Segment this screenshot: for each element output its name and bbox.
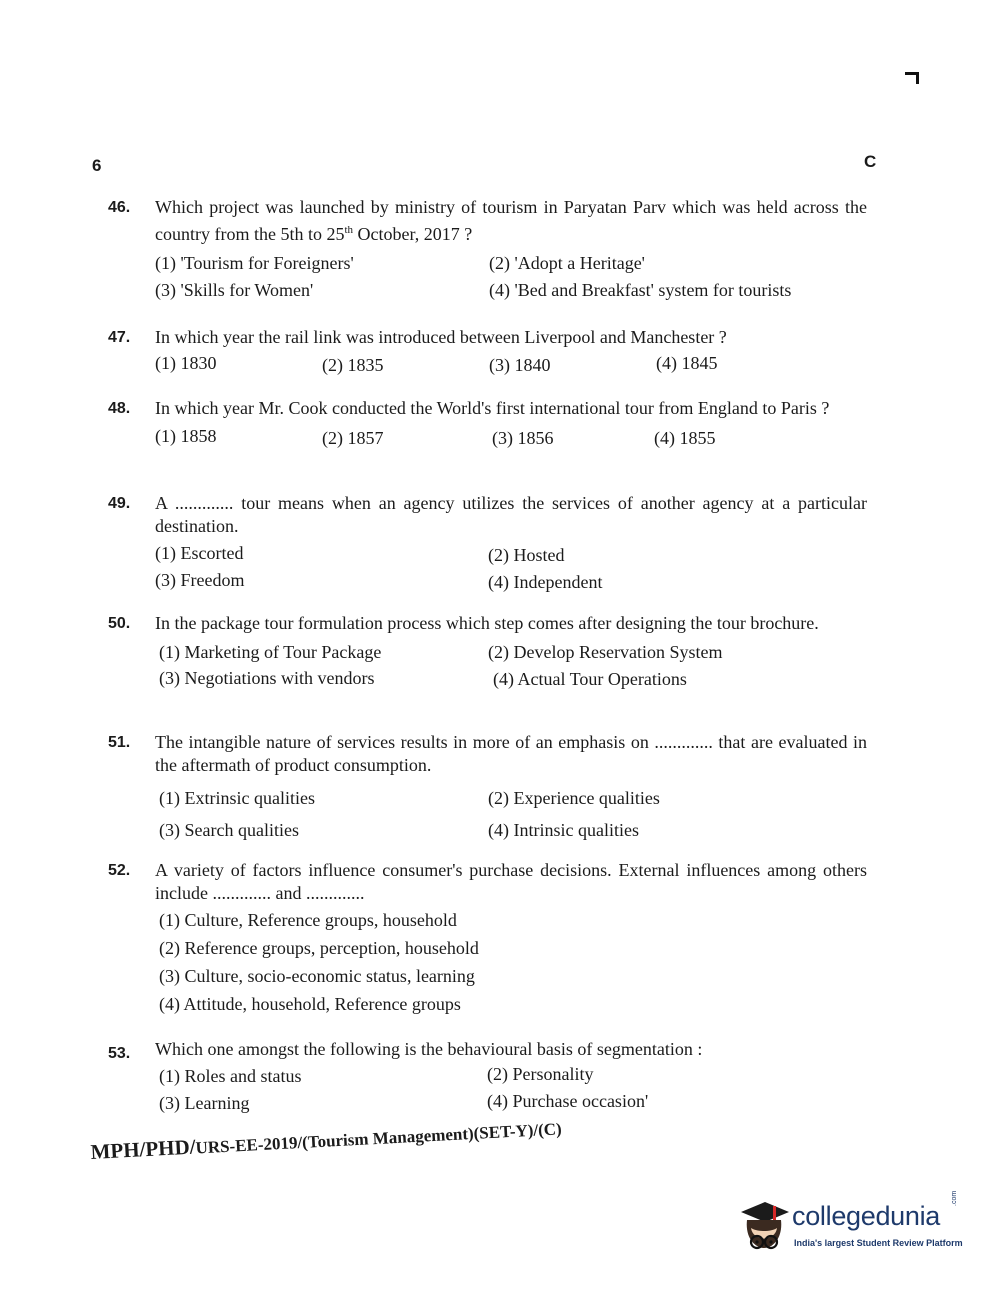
logo-tagline: India's largest Student Review Platform <box>794 1238 963 1248</box>
option-4: (4) Independent <box>488 572 603 592</box>
question-53 <box>108 1038 878 1117</box>
option-3: (3) Culture, socio-economic status, learning <box>159 966 475 986</box>
option-4: (4) 1855 <box>654 428 716 448</box>
options <box>155 777 867 843</box>
set-code: C <box>864 152 877 171</box>
option-4: (4) Attitude, household, Reference groups <box>159 994 461 1014</box>
page-number: 6 <box>92 156 102 175</box>
question-number: 52. <box>108 862 131 879</box>
question-number: 47. <box>108 329 131 346</box>
option-4: (4) 1845 <box>656 353 718 373</box>
options <box>155 905 867 1025</box>
question-number: 53. <box>108 1045 131 1062</box>
question-47 <box>108 326 878 375</box>
option-3: (3) 1840 <box>489 355 551 375</box>
question-text: In which year the rail link was introduced between Liverpool and Manchester ? <box>155 327 727 347</box>
corner-crop-mark <box>905 72 919 84</box>
logo-domain-suffix: .com <box>951 1190 958 1206</box>
question-50 <box>108 612 878 691</box>
options <box>155 538 867 594</box>
question-text: A ............. tour means when an agency utilizes the services of another agency at a particular destination. <box>155 493 867 536</box>
option-1: (1) 1830 <box>155 353 217 373</box>
question-text: A variety of factors influence consumer's purchase decisions. External influences among others include ............. and ............. <box>155 860 867 903</box>
option-3: (3) 1856 <box>492 428 554 448</box>
logo-wordmark: collegedunia <box>792 1201 941 1231</box>
question-text: Which project was launched by ministry of tourism in Paryatan Parv which was held across the country from the 5th to 25th October, 2017 ? <box>155 197 867 244</box>
option-3: (3) 'Skills for Women' <box>155 280 314 300</box>
option-1: (1) Escorted <box>155 543 244 563</box>
options <box>155 349 867 375</box>
question-number: 51. <box>108 734 131 751</box>
option-1: (1) Marketing of Tour Package <box>159 642 382 662</box>
option-2: (2) Experience qualities <box>488 788 660 808</box>
question-46 <box>108 196 878 300</box>
options <box>155 246 867 300</box>
option-3: (3) Freedom <box>155 570 245 590</box>
option-4: (4) Actual Tour Operations <box>493 669 687 689</box>
option-3: (3) Search qualities <box>159 820 299 840</box>
option-2: (2) Hosted <box>488 545 565 565</box>
question-text: The intangible nature of services results in more of an emphasis on ............. that are evaluated in the aftermath of product consumption. <box>155 732 867 775</box>
question-text: In which year Mr. Cook conducted the World's first international tour from England to Paris ? <box>155 398 830 418</box>
exam-code-footer: MPH/PHD/URS-EE-2019/(Tourism Management)(SET-Y)/(C) <box>90 1119 563 1164</box>
question-51 <box>108 731 878 843</box>
option-2: (2) 'Adopt a Heritage' <box>489 253 645 273</box>
option-2: (2) Personality <box>487 1064 594 1084</box>
option-2: (2) Develop Reservation System <box>488 642 723 662</box>
student-mascot-icon <box>735 1198 793 1258</box>
question-number: 48. <box>108 400 131 417</box>
options <box>155 1061 867 1117</box>
collegedunia-logo[interactable] <box>735 1190 965 1264</box>
options <box>155 420 867 450</box>
question-52 <box>108 859 878 1025</box>
option-1: (1) Extrinsic qualities <box>159 788 315 808</box>
question-49 <box>108 492 878 594</box>
option-1: (1) 1858 <box>155 426 217 446</box>
option-4: (4) 'Bed and Breakfast' system for tourists <box>489 280 792 300</box>
options <box>155 635 867 691</box>
question-text: In the package tour formulation process which step comes after designing the tour brochure. <box>155 613 819 633</box>
question-number: 46. <box>108 199 131 216</box>
question-number: 49. <box>108 495 131 512</box>
question-number: 50. <box>108 615 131 632</box>
option-2: (2) 1835 <box>322 355 384 375</box>
option-2: (2) Reference groups, perception, household <box>159 938 479 958</box>
question-text: Which one amongst the following is the behavioural basis of segmentation : <box>155 1039 703 1059</box>
option-1: (1) Roles and status <box>159 1066 302 1086</box>
option-2: (2) 1857 <box>322 428 384 448</box>
question-48 <box>108 397 878 450</box>
option-4: (4) Intrinsic qualities <box>488 820 639 840</box>
option-3: (3) Learning <box>159 1093 250 1113</box>
option-1: (1) Culture, Reference groups, household <box>159 910 457 930</box>
option-3: (3) Negotiations with vendors <box>159 668 375 688</box>
option-4: (4) Purchase occasion' <box>487 1091 649 1111</box>
option-1: (1) 'Tourism for Foreigners' <box>155 253 354 273</box>
